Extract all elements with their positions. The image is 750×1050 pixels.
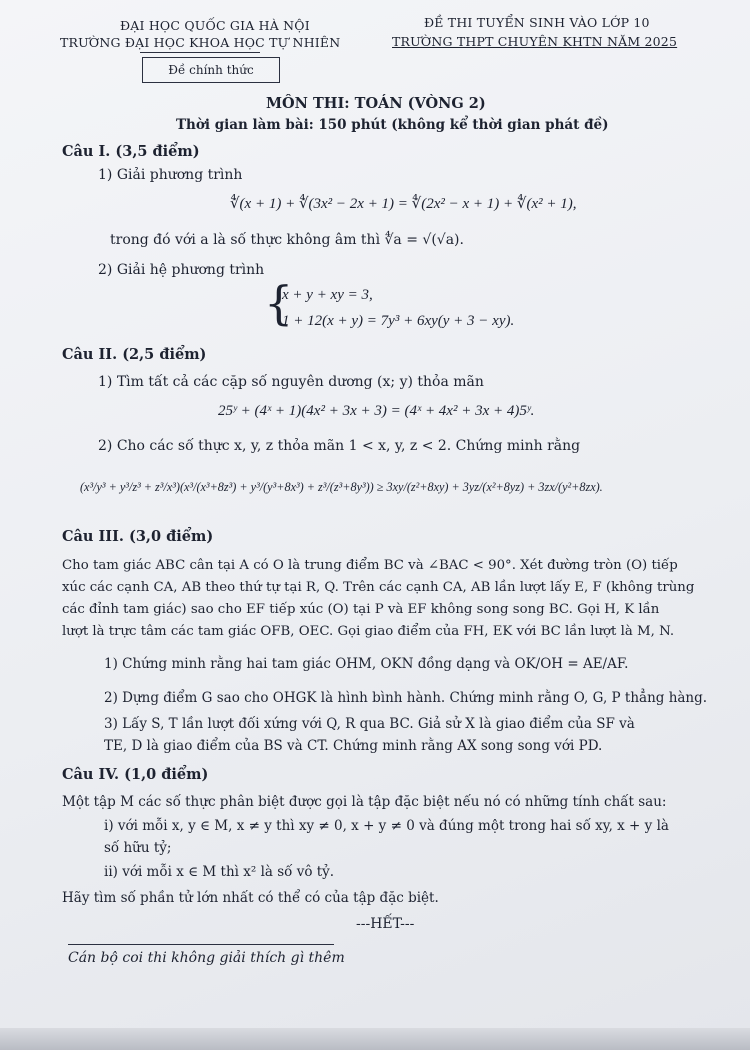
- faculty-name: TRƯỜNG ĐẠI HỌC KHOA HỌC TỰ NHIÊN: [60, 35, 341, 50]
- q3-part2: 2) Dựng điểm G sao cho OHGK là hình bình hành. Chứng minh rằng O, G, P thẳng hàng.: [104, 690, 708, 706]
- paper-edge-shadow: [0, 1028, 750, 1050]
- q1-heading: Câu I. (3,5 điểm): [62, 143, 200, 160]
- invigilator-note: Cán bộ coi thi không giải thích gì thêm: [68, 950, 345, 966]
- q2-part1-equation: 25ʸ + (4ˣ + 1)(4x² + 3x + 3) = (4ˣ + 4x² + 3x + 4)5ʸ.: [218, 403, 535, 419]
- q4-heading: Câu IV. (1,0 điểm): [62, 766, 209, 783]
- footer-rule: [68, 944, 334, 945]
- q1-system-eq1: x + y + xy = 3,: [282, 287, 373, 303]
- q4-condition2: ii) với mỗi x ∈ M thì x² là số vô tỷ.: [104, 864, 335, 880]
- system-brace: {: [264, 276, 294, 330]
- q2-heading: Câu II. (2,5 điểm): [62, 346, 207, 363]
- q3-body-line4: lượt là trực tâm các tam giác OFB, OEC. Gọi giao điểm của FH, EK với BC lần lượt là M, N.: [62, 624, 675, 639]
- official-badge: [142, 57, 280, 83]
- official-label: Đề chính thức: [168, 63, 254, 77]
- q4-task: Hãy tìm số phần tử lớn nhất có thể có của tập đặc biệt.: [62, 890, 439, 906]
- q4-condition1-line2: số hữu tỷ;: [104, 840, 172, 856]
- q3-part1: 1) Chứng minh rằng hai tam giác OHM, OKN đồng dạng và OK/OH = AE/AF.: [104, 656, 629, 672]
- q3-heading: Câu III. (3,0 điểm): [62, 528, 214, 545]
- q4-condition1-line1: i) với mỗi x, y ∈ M, x ≠ y thì xy ≠ 0, x + y ≠ 0 và đúng một trong hai số xy, x + y là: [104, 818, 669, 834]
- exam-title: ĐỀ THI TUYỂN SINH VÀO LỚP 10: [424, 15, 650, 30]
- university-name: ĐẠI HỌC QUỐC GIA HÀ NỘI: [120, 18, 310, 33]
- q3-part3-line2: TE, D là giao điểm của BS và CT. Chứng minh rằng AX song song với PD.: [104, 738, 603, 754]
- q1-part1-intro: 1) Giải phương trình: [98, 167, 243, 183]
- q4-intro: Một tập M các số thực phân biệt được gọi là tập đặc biệt nếu nó có những tính chất sau:: [62, 794, 667, 810]
- header-underline: [140, 52, 260, 53]
- q1-system-eq2: 1 + 12(x + y) = 7y³ + 6xy(y + 3 − xy).: [282, 313, 515, 329]
- school-name: TRƯỜNG THPT CHUYÊN KHTN NĂM 2025: [392, 34, 678, 49]
- q1-part1-note: trong đó với a là số thực không âm thì ∜a = √(√a).: [110, 232, 464, 248]
- end-marker: ---HẾT---: [356, 916, 415, 932]
- q2-inequality: (x³/y³ + y³/z³ + z³/x³)(x³/(x³+8z³) + y³/(y³+8x³) + z³/(z³+8y³)) ≥ 3xy/(z²+8xy) + 3yz/(x²+8yz) + 3zx/(y²+8zx).: [80, 480, 603, 494]
- q3-body-line3: các đỉnh tam giác) sao cho EF tiếp xúc (O) tại P và EF không song song BC. Gọi H, K lần: [62, 602, 660, 617]
- q1-part1-equation: ∜(x + 1) + ∜(3x² − 2x + 1) = ∜(2x² − x + 1) + ∜(x² + 1),: [230, 196, 577, 212]
- subject-title: MÔN THI: TOÁN (VÒNG 2): [266, 95, 486, 112]
- q1-part2-intro: 2) Giải hệ phương trình: [98, 262, 265, 278]
- duration-line: Thời gian làm bài: 150 phút (không kể thời gian phát đề): [176, 117, 609, 133]
- q3-part3-line1: 3) Lấy S, T lần lượt đối xứng với Q, R qua BC. Giả sử X là giao điểm của SF và: [104, 716, 635, 732]
- q3-body-line1: Cho tam giác ABC cân tại A có O là trung điểm BC và ∠BAC < 90°. Xét đường tròn (O) tiếp: [62, 558, 678, 573]
- q2-part2-intro: 2) Cho các số thực x, y, z thỏa mãn 1 < x, y, z < 2. Chứng minh rằng: [98, 438, 581, 454]
- q2-part1-intro: 1) Tìm tất cả các cặp số nguyên dương (x; y) thỏa mãn: [98, 374, 484, 390]
- q3-body-line2: xúc các cạnh CA, AB theo thứ tự tại R, Q. Trên các cạnh CA, AB lần lượt lấy E, F (không trùng: [62, 580, 695, 595]
